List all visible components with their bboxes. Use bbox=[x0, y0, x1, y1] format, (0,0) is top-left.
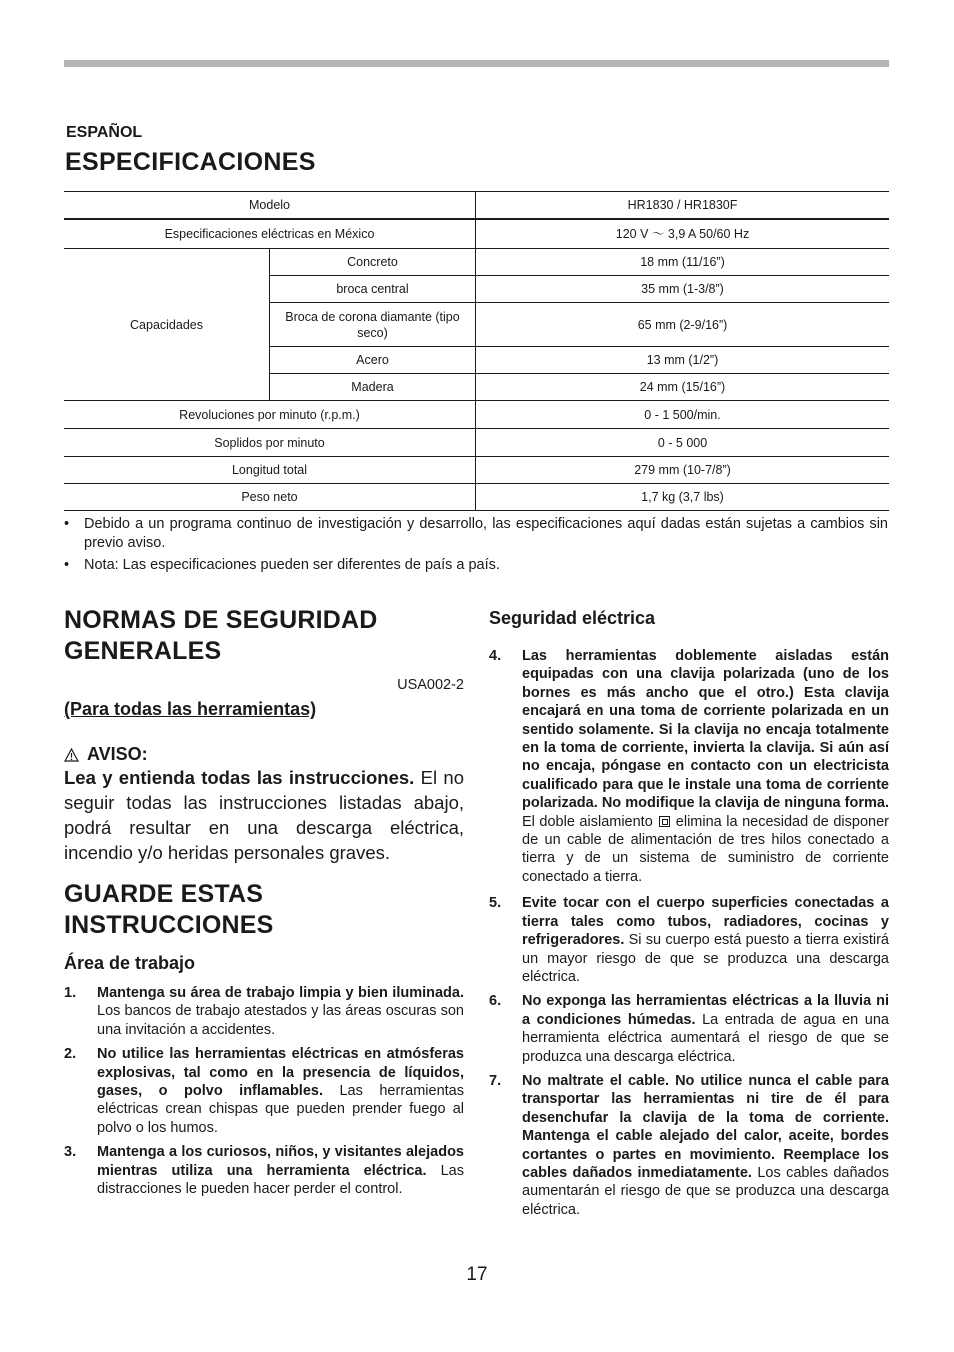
table-row bbox=[64, 219, 889, 249]
capacity-label: Concreto bbox=[270, 249, 476, 276]
spec-label-model: Modelo bbox=[64, 192, 476, 219]
item-bold: Mantenga a los curiosos, niños, y visitantes alejados mientras utiliza una herramienta eléctrica. bbox=[97, 1144, 464, 1179]
spec-label-capacities: Capacidades bbox=[64, 249, 270, 401]
capacity-label: Madera bbox=[270, 374, 476, 401]
warning-text: El no seguir todas las instrucciones listadas abajo, podrá resultar en una descarga eléctrica, incendio y/o heridas personales graves. bbox=[64, 767, 464, 863]
list-item bbox=[64, 556, 888, 575]
item-text: elimina la necesidad de disponer de un cable de alimentación de tres hilos conectado a tierra y de un sistema de suministro de corriente conectado a tierra. bbox=[522, 813, 889, 885]
item-bold: Evite tocar con el cuerpo superficies conectadas a tierra tales como tubos, radiadores, cocinas y refrigeradores. bbox=[522, 895, 889, 949]
section-title-save: GUARDE ESTAS INSTRUCCIONES bbox=[64, 880, 274, 939]
spec-label: Soplidos por minuto bbox=[64, 429, 476, 457]
capacity-value: 13 mm (1/2”) bbox=[476, 347, 890, 374]
doc-code: USA002-2 bbox=[397, 677, 464, 693]
capacity-label: broca central bbox=[270, 276, 476, 303]
capacity-label: Acero bbox=[270, 347, 476, 374]
capacity-value: 65 mm (2-9/16”) bbox=[476, 303, 890, 347]
warning-triangle-icon bbox=[64, 748, 79, 762]
spec-notes bbox=[64, 515, 888, 578]
note-text: Nota: Las especificaciones pueden ser diferentes de país a país. bbox=[84, 557, 500, 573]
page-number: 17 bbox=[466, 1264, 488, 1285]
language-label: ESPAÑOL bbox=[66, 124, 143, 141]
work-area-title: Área de trabajo bbox=[64, 953, 196, 973]
capacity-value: 24 mm (15/16”) bbox=[476, 374, 890, 401]
table-row bbox=[64, 192, 889, 219]
spec-value-model: HR1830 / HR1830F bbox=[476, 192, 890, 219]
list-item bbox=[489, 647, 889, 886]
bullet: • bbox=[64, 557, 70, 573]
list-item bbox=[64, 1045, 464, 1137]
item-number: 5. bbox=[489, 895, 502, 912]
list-item bbox=[489, 1072, 889, 1219]
item-text: Si su cuerpo está puesto a tierra existirá un mayor riesgo de que se produzca una descarga eléctrica. bbox=[522, 932, 889, 985]
capacity-value: 35 mm (1-3/8”) bbox=[476, 276, 890, 303]
item-text: Los cables dañados aumentarán el riesgo de que se produzca una descarga eléctrica. bbox=[522, 1164, 889, 1218]
item-number: 7. bbox=[489, 1072, 502, 1089]
table-row bbox=[64, 484, 889, 511]
table-row bbox=[64, 249, 889, 276]
spec-label: Longitud total bbox=[64, 457, 476, 484]
list-item bbox=[489, 894, 889, 986]
item-text: La entrada de agua en una herramienta eléctrica aumentará el riesgo de que se produzca una descarga eléctrica. bbox=[522, 1011, 889, 1065]
capacity-label: Broca de corona diamante (tipo seco) bbox=[270, 303, 476, 347]
item-text: Las distracciones le pueden hacer perder el control. bbox=[97, 1162, 464, 1198]
item-number: 6. bbox=[489, 993, 502, 1010]
list-item bbox=[489, 992, 889, 1066]
note-text: Debido a un programa continuo de investigación y desarrollo, las especificaciones aquí dadas están sujetas a cambios sin previo aviso. bbox=[84, 516, 888, 551]
item-bold: No maltrate el cable. No utilice nunca el cable para transportar las herramientas ni tire de él para desenchufar la clavija de la toma de corriente. Mantenga el cable alejado del calor, aceite, bordes cortantes o partes en movimiento. Reemplace los cables dañados inmediatamente. bbox=[522, 1072, 889, 1181]
section-subtitle: (Para todas las herramientas) bbox=[64, 699, 317, 719]
capacity-value: 18 mm (11/16”) bbox=[476, 249, 890, 276]
table-row bbox=[64, 457, 889, 484]
warning-bold: Lea y entienda todas las instrucciones. bbox=[64, 767, 415, 788]
item-text: Las herramientas eléctricas crean chispas que pueden prender fuego al polvo o los humos. bbox=[97, 1083, 464, 1136]
item-bold: No utilice las herramientas eléctricas en atmósferas explosivas, tal como en la presencia de líquidos, gases, o polvo inflamables. bbox=[97, 1046, 464, 1100]
spec-label: Peso neto bbox=[64, 484, 476, 511]
table-row bbox=[64, 401, 889, 429]
right-column bbox=[489, 608, 889, 1225]
item-number: 4. bbox=[489, 648, 502, 664]
spec-label-electrical: Especificaciones eléctricas en México bbox=[64, 219, 476, 249]
spec-value: 0 - 1 500/min. bbox=[476, 401, 890, 429]
list-item bbox=[64, 1143, 464, 1198]
list-item bbox=[64, 515, 888, 553]
bullet: • bbox=[64, 516, 70, 532]
item-number: 2. bbox=[64, 1046, 77, 1063]
item-number: 1. bbox=[64, 985, 77, 1001]
warning-label: AVISO: bbox=[87, 744, 148, 764]
spec-table bbox=[64, 191, 889, 511]
warning-heading bbox=[64, 744, 464, 765]
item-number: 3. bbox=[64, 1144, 77, 1161]
spec-label: Revoluciones por minuto (r.p.m.) bbox=[64, 401, 476, 429]
table-row bbox=[64, 429, 889, 457]
section-title-safety: NORMAS DE SEGURIDAD GENERALES bbox=[64, 606, 378, 665]
work-area-list bbox=[64, 984, 464, 1198]
item-bold: Mantenga su área de trabajo limpia y bien iluminada. bbox=[97, 985, 464, 1001]
item-bold: No exponga las herramientas eléctricas a la lluvia ni a condiciones húmedas. bbox=[522, 993, 889, 1028]
spec-value-electrical: 120 V ～ 3,9 A 50/60 Hz bbox=[476, 219, 890, 249]
spec-value: 279 mm (10-7/8”) bbox=[476, 457, 890, 484]
list-item bbox=[64, 984, 464, 1039]
left-column bbox=[64, 605, 464, 1204]
double-insulation-icon bbox=[659, 816, 670, 827]
spec-value: 1,7 kg (3,7 lbs) bbox=[476, 484, 890, 511]
spec-value: 0 - 5 000 bbox=[476, 429, 890, 457]
item-bold: Las herramientas doblemente aisladas están equipadas con una clavija polarizada (uno de los bornes es más ancho que el otro.) Esta clavija encajará en una toma de corriente polarizada en un sentido solamente. Si la clavija no encaja totalmente en la toma de corriente, invierta la clavija. Si aún así no encaja, póngase en contacto con un electricista cualificado para que le instale una toma de corriente polarizada. No modifique la clavija de ninguna forma. bbox=[522, 648, 889, 812]
item-text: Los bancos de trabajo atestados y las áreas oscuras son una invitación a accidentes. bbox=[97, 1003, 464, 1038]
top-rule bbox=[64, 60, 889, 67]
warning-paragraph bbox=[64, 765, 464, 865]
item-text: El doble aislamiento bbox=[522, 813, 653, 830]
electric-safety-list bbox=[489, 647, 889, 1219]
electric-safety-title: Seguridad eléctrica bbox=[489, 608, 656, 628]
page-title: ESPECIFICACIONES bbox=[65, 148, 316, 176]
